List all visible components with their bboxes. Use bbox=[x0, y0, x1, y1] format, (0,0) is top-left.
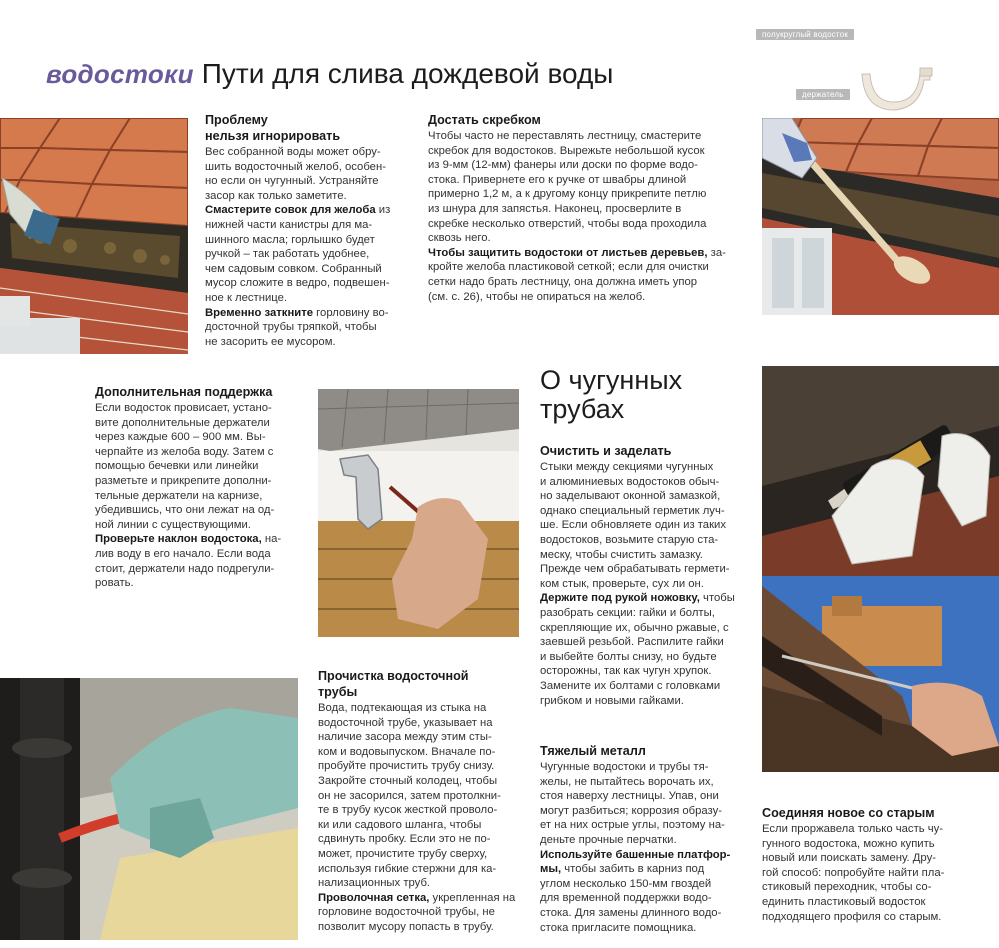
bold-lead: Чтобы защитить водостоки от листьев деревьев, bbox=[428, 246, 708, 259]
text-line: скребке несколько отверстий, чтобы вода проходила bbox=[428, 217, 707, 230]
text-line: (см. с. 26), чтобы не опираться на желоб. bbox=[428, 290, 646, 303]
text-line: стока. Для замены длинного водо- bbox=[540, 906, 722, 919]
text-line: сдвинуть пробку. Если это не по- bbox=[318, 833, 491, 846]
text-span: укрепленная на bbox=[429, 891, 516, 904]
text-line: вите дополнительные держатели bbox=[95, 416, 270, 429]
text-line: осторожны, так как чугун хрупок. bbox=[540, 665, 712, 678]
text-line: углом несколько 150-мм гвоздей bbox=[540, 877, 712, 890]
text-line: лив воду в его начало. Если вода bbox=[95, 547, 271, 560]
text-line: меску, чтобы счистить замазку. bbox=[540, 548, 703, 561]
inset-gutter-illustration bbox=[742, 28, 892, 108]
photo-scraping-joint bbox=[762, 576, 999, 772]
text-span: чтобы забить в карниз под bbox=[561, 863, 705, 876]
text-line: те в трубу кусок жесткой проволо- bbox=[318, 804, 498, 817]
text-line: стоит, держатели надо подрегули- bbox=[95, 562, 275, 575]
text-line: тельные держатели на карнизе, bbox=[95, 489, 263, 502]
text-line: примерно 1,2 м, а к другому концу прикрепите петлю bbox=[428, 188, 707, 201]
text-line: сквозь него. bbox=[428, 232, 491, 245]
text-line: и выбейте болты снизу, но будьте bbox=[540, 650, 717, 663]
heading-scraper: Достать скребком bbox=[428, 113, 541, 127]
text-line: из 9-мм (12-мм) фанеры или доски по форме водо- bbox=[428, 159, 698, 172]
section-extra-support bbox=[95, 385, 305, 591]
photo-downpipe-clearing bbox=[0, 678, 298, 940]
text-line: и алюминиевых водостоков обыч- bbox=[540, 475, 720, 488]
text-line: гунного водостока, можно купить bbox=[762, 837, 935, 850]
text-line: деньте прочные перчатки. bbox=[540, 833, 677, 846]
text-line: водостоков, возьмите старую ста- bbox=[540, 533, 719, 546]
text-line: может, прочистите трубу сверху, bbox=[318, 847, 488, 860]
text-line: Прежде чем обрабатывать гермети- bbox=[540, 563, 730, 576]
text-line: черпайте из желоба воду. Затем с bbox=[95, 445, 274, 458]
bold-lead: Проволочная сетка, bbox=[318, 891, 430, 904]
text-line: Замените их болтами с головками bbox=[540, 679, 721, 692]
text-line: позволит мусору попасть в трубу. bbox=[318, 920, 494, 933]
bold-lead: Смастерите совок для желоба bbox=[205, 204, 376, 217]
text-line: желы, не пытайтесь ворочать их, bbox=[540, 775, 714, 788]
text-line: мусор сложите в ведро, подвешен- bbox=[205, 277, 390, 290]
text-line: ет на них острые углы, поэтому на- bbox=[540, 819, 725, 832]
text-line: шинного масла; горлышко будет bbox=[205, 233, 375, 246]
text-span: горловину во- bbox=[313, 306, 389, 319]
text-line bbox=[205, 306, 405, 321]
text-line: Вес собранной воды может обру- bbox=[205, 146, 381, 158]
section-heavy-metal bbox=[540, 744, 750, 935]
text-line bbox=[95, 532, 305, 547]
bold-lead: мы, bbox=[540, 863, 562, 876]
text-span: за- bbox=[707, 246, 726, 259]
heading-old-new-joint: Соединяя новое со старым bbox=[762, 806, 935, 820]
bold-lead: Держите под рукой ножовку, bbox=[540, 592, 700, 605]
text-line: убедившись, что они лежат на од- bbox=[95, 504, 275, 517]
text-line: стока пригласите помощника. bbox=[540, 921, 697, 934]
heading-extra-support: Дополнительная поддержка bbox=[95, 385, 273, 399]
text-line: досточной трубы тряпкой, чтобы bbox=[205, 321, 377, 334]
text-line: разобрать секции: гайки и болты, bbox=[540, 606, 715, 619]
text-line: Закройте сточный колодец, чтобы bbox=[318, 774, 498, 787]
text-line: кройте желоба пластиковой сеткой; если для очистки bbox=[428, 261, 709, 274]
text-line bbox=[540, 862, 750, 877]
text-line: ком и водовыпуском. Вначале по- bbox=[318, 745, 496, 758]
text-line: используя гибкие стержни для ка- bbox=[318, 862, 497, 875]
text-line: стиковый переходник, чтобы со- bbox=[762, 881, 932, 894]
heading-pipe-cleaning-l1: Прочистка водосточной bbox=[318, 669, 469, 683]
page-title bbox=[46, 58, 613, 90]
text-line: помощью бечевки или линейки bbox=[95, 460, 259, 473]
photo-sealant-gun bbox=[762, 366, 999, 576]
text-line: не засорить ее мусором. bbox=[205, 335, 336, 348]
heading-cast-iron-l1: О чугунных bbox=[540, 365, 683, 395]
section-cast-iron bbox=[540, 366, 750, 708]
photo-gutter-scoop bbox=[0, 118, 188, 354]
section-problem bbox=[205, 113, 405, 349]
text-line: Чтобы часто не переставлять лестницу, смастерите bbox=[428, 130, 702, 142]
text-line bbox=[540, 591, 750, 606]
text-line: гой способ: попробуйте найти пла- bbox=[762, 866, 945, 879]
text-line: для временной поддержки водо- bbox=[540, 892, 712, 905]
text-line: Если водосток провисает, устано- bbox=[95, 402, 272, 414]
text-line: ручкой – так работать удобнее, bbox=[205, 248, 370, 261]
text-line: скрепляющие их, обычно ржавые, с bbox=[540, 621, 729, 634]
heading-problem-l2: нельзя игнорировать bbox=[205, 129, 341, 143]
text-line: ки или садового шланга, чтобы bbox=[318, 818, 482, 831]
text-line bbox=[318, 891, 518, 906]
text-line: наличие засора между этим сты- bbox=[318, 731, 492, 744]
text-line: сетки надо брать лестницу, она должна иметь упор bbox=[428, 275, 698, 288]
title-main: Пути для слива дождевой воды bbox=[201, 58, 614, 89]
text-line: ровать. bbox=[95, 577, 134, 590]
text-line: пробуйте прочистить трубу снизу. bbox=[318, 760, 495, 773]
text-line: разметьте и прикрепите дополни- bbox=[95, 474, 272, 487]
text-line: ное к лестнице. bbox=[205, 291, 288, 304]
text-span: чтобы bbox=[699, 592, 735, 605]
bold-lead: Проверьте наклон водостока, bbox=[95, 533, 262, 546]
heading-problem-l1: Проблему bbox=[205, 113, 268, 127]
text-line: грибком и новыми гайками. bbox=[540, 694, 684, 707]
text-line: через каждые 600 – 900 мм. Вы- bbox=[95, 431, 266, 444]
heading-pipe-cleaning-l2: трубы bbox=[318, 685, 358, 699]
text-line: заевшей резьбой. Распилите гайки bbox=[540, 636, 724, 649]
text-line: шить водосточный желоб, особен- bbox=[205, 160, 386, 173]
heading-cast-iron-l2: трубах bbox=[540, 394, 625, 424]
text-line bbox=[428, 246, 748, 261]
text-line: Стыки между секциями чугунных bbox=[540, 461, 714, 473]
text-line: Чугунные водостоки и трубы тя- bbox=[540, 761, 709, 773]
text-line: подходящего профиля со старым. bbox=[762, 910, 942, 923]
text-line: могут разбиться; коррозия образу- bbox=[540, 804, 722, 817]
text-line: Вода, подтекающая из стыка на bbox=[318, 702, 487, 714]
bold-lead: Временно заткните bbox=[205, 306, 314, 319]
text-line: чем садовым совком. Собранный bbox=[205, 262, 382, 275]
text-line: единить пластиковый водосток bbox=[762, 895, 926, 908]
text-line: стока. Привернете его к ручке от швабры длиной bbox=[428, 173, 687, 186]
text-line: нижней части канистры для ма- bbox=[205, 218, 373, 231]
text-line: стоя наверху лестницы. Упав, они bbox=[540, 790, 719, 803]
text-line: ной линии с существующими. bbox=[95, 518, 251, 531]
text-span: на- bbox=[261, 533, 282, 546]
text-line: засор как только заметите. bbox=[205, 189, 347, 202]
text-line: однако специальный герметик луч- bbox=[540, 504, 725, 517]
text-line: ком стык, проверьте, сух ли он. bbox=[540, 577, 704, 590]
text-line: горловине водосточной трубы, не bbox=[318, 906, 495, 919]
text-span: из bbox=[375, 204, 391, 217]
text-line: но если он чугунный. Устраняйте bbox=[205, 175, 379, 188]
text-line: новый или поискать замену. Дру- bbox=[762, 852, 936, 865]
inset-label-gutter: полукруглый водосток bbox=[756, 29, 854, 40]
section-old-new-joint bbox=[762, 806, 997, 924]
text-line bbox=[205, 203, 405, 218]
inset-label-bracket: держатель bbox=[796, 89, 850, 100]
photo-bracket-install bbox=[318, 389, 519, 637]
text-line: скребок для водостоков. Вырежьте небольшой кусок bbox=[428, 144, 705, 157]
text-line: ше. Если обновляете один из таких bbox=[540, 519, 726, 532]
section-pipe-cleaning bbox=[318, 669, 518, 935]
heading-clean-seal: Очистить и заделать bbox=[540, 444, 672, 458]
text-line: нализационных труб. bbox=[318, 877, 431, 890]
text-line: он не засорился, затем протолкни- bbox=[318, 789, 501, 802]
text-line: из шнура для запястья. Наконец, просверлите в bbox=[428, 202, 682, 215]
text-line: Если проржавела только часть чу- bbox=[762, 823, 944, 835]
text-line: но заделывают оконной замазкой, bbox=[540, 490, 721, 503]
photo-gutter-scraper bbox=[762, 118, 999, 315]
section-scraper bbox=[428, 113, 748, 304]
title-tag: водостоки bbox=[46, 59, 194, 89]
text-line: водосточной трубе, указывает на bbox=[318, 716, 493, 729]
bold-lead: Используйте башенные платфор- bbox=[540, 848, 731, 861]
heading-heavy-metal: Тяжелый металл bbox=[540, 744, 646, 758]
gutter-bracket-icon bbox=[854, 62, 934, 122]
